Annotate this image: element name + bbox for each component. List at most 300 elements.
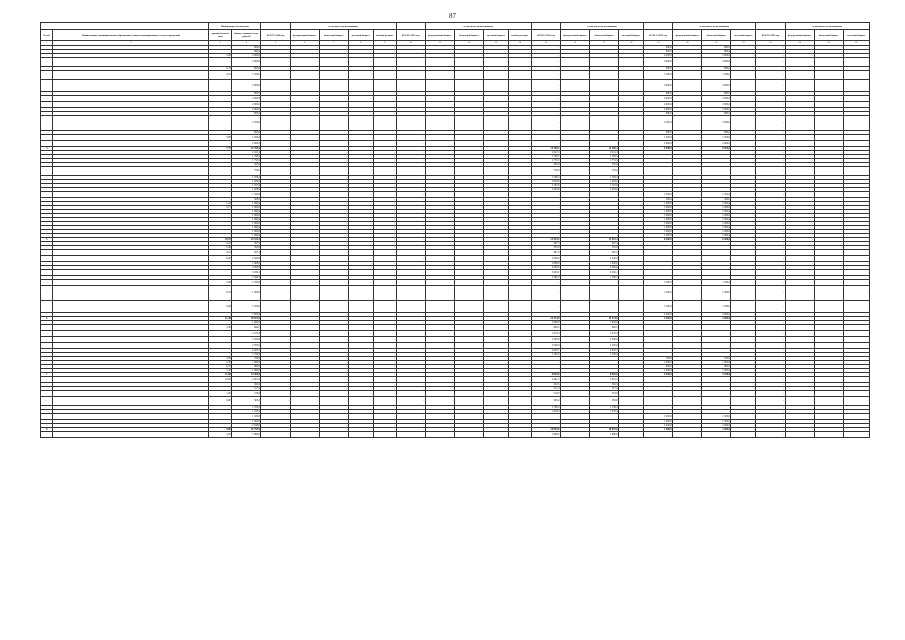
cell-ob_2024: - [814,158,843,162]
cell-mb_2023: - [731,140,756,146]
cell-mb_2023: - [731,57,756,66]
cell-total_2022: - [531,45,560,49]
cell-total_2024: - [756,158,785,162]
cell-ob_2024: - [814,348,843,352]
cell-fb_2023: - [673,205,702,209]
cell-total_2020: - [261,233,290,237]
cell-ob_2024: - [814,285,843,300]
cell-mb_2021: - [483,427,508,431]
cell-fb_2024: - [785,324,814,330]
group-header-cell: в том числе по источникам [785,23,869,30]
cell-vb_2021: - [508,197,531,201]
cell-vb_2021: - [508,348,531,352]
cell-fb_2022: - [560,101,589,107]
cell-mb_2022: - [619,70,644,79]
cell-ob_2022: - [590,191,619,197]
cell-ob_2022: - [590,233,619,237]
cell-length: - [209,111,232,115]
cell-mb_2021: - [483,166,508,175]
cell-fb_2024: - [785,372,814,376]
cell-total_2022: 1 478,3 [531,409,560,413]
column-header-mb_2024: местный бюджет [843,30,869,41]
cell-total_2023: 1 000,0 [644,368,673,372]
cell-no: - [41,217,53,221]
cell-fb_2020: - [290,348,319,352]
cell-mb_2022: - [619,405,644,409]
cell-total_2024: - [756,217,785,221]
cell-total_2023: - [644,342,673,348]
cell-cost: 18 874,0 [232,316,261,320]
table-row [41,79,870,91]
cell-ob_2021: - [454,130,483,134]
cell-length: 9,60 [209,427,232,431]
cell-cost: 2 400,0 [232,312,261,316]
column-header-total_2020: ВСЕГО 2020 год [261,30,290,41]
cell-total_2021: - [396,197,425,201]
cell-mb_2022: - [619,111,644,115]
cell-length: - [209,91,232,95]
cell-total_2023: 500,0 [644,197,673,201]
cell-name [53,396,209,405]
cell-ob_2020: - [319,140,348,146]
cell-length: 3,00 [209,356,232,360]
cell-total_2020: - [261,360,290,364]
cell-no: - [41,191,53,197]
cell-fb_2023: - [673,261,702,265]
cell-mb_2020: - [348,201,373,205]
cell-total_2021: - [396,348,425,352]
cell-mb_2021: - [483,221,508,225]
cell-ob_2020: - [319,209,348,213]
cell-no: 4 [41,146,53,150]
cell-total_2021: - [396,166,425,175]
cell-total_2021: - [396,140,425,146]
cell-length: - [209,409,232,413]
cell-mb_2021: - [483,162,508,166]
cell-mb_2022: - [619,269,644,275]
cell-fb_2020: - [290,405,319,409]
cell-total_2020: - [261,413,290,419]
cell-name [53,79,209,91]
cell-total_2023: 800,0 [644,130,673,134]
cell-total_2021: - [396,111,425,115]
cell-ob_2021: - [454,221,483,225]
cell-mb_2023: - [731,158,756,162]
cell-mb_2020: - [348,275,373,279]
cell-mb_2022: - [619,348,644,352]
cell-mb_2020: - [348,225,373,229]
cell-ob_2021: - [454,229,483,233]
cell-fb_2021: - [425,57,454,66]
cell-vb_2020: - [373,209,396,213]
cell-vb_2020: - [373,70,396,79]
cell-total_2021: - [396,261,425,265]
cell-cost: 1 200,0 [232,279,261,285]
cell-fb_2021: - [425,390,454,396]
cell-ob_2024: - [814,130,843,134]
cell-ob_2023: - [702,249,731,255]
cell-fb_2024: - [785,191,814,197]
cell-vb_2021: - [508,423,531,427]
cell-cost: 800,0 [232,49,261,53]
cell-total_2024: - [756,419,785,423]
cell-vb_2021: - [508,134,531,140]
cell-total_2022: 15 374,0 [531,316,560,320]
cell-mb_2021: - [483,209,508,213]
cell-total_2023: - [644,187,673,191]
cell-fb_2024: - [785,101,814,107]
cell-vb_2020: - [373,140,396,146]
cell-mb_2023: - [731,245,756,249]
cell-cost: 497,3 [232,249,261,255]
cell-fb_2023: - [673,405,702,409]
cell-mb_2024: - [843,320,869,324]
cell-fb_2021: - [425,396,454,405]
cell-mb_2024: - [843,140,869,146]
cell-mb_2020: - [348,269,373,275]
cell-vb_2020: - [373,275,396,279]
cell-total_2021: - [396,217,425,221]
cell-length: - [209,95,232,101]
cell-vb_2020: - [373,360,396,364]
cell-mb_2021: - [483,205,508,209]
cell-fb_2024: - [785,423,814,427]
cell-fb_2020: - [290,352,319,356]
cell-fb_2020: - [290,427,319,431]
cell-mb_2021: - [483,175,508,179]
cell-vb_2021: - [508,405,531,409]
cell-ob_2021: - [454,45,483,49]
cell-fb_2020: - [290,330,319,336]
cell-fb_2021: - [425,66,454,70]
cell-ob_2023: 1 500,0 [702,300,731,312]
cell-no: - [41,356,53,360]
cell-ob_2020: - [319,217,348,221]
cell-total_2023: - [644,261,673,265]
cell-total_2020: - [261,179,290,183]
column-header-name: Наименование муниципального образования, объекта водопроводных сетей и сооружений [53,30,209,41]
cell-total_2024: - [756,146,785,150]
cell-mb_2021: - [483,130,508,134]
cell-total_2024: - [756,336,785,342]
cell-fb_2023: - [673,360,702,364]
cell-no: - [41,364,53,368]
cell-total_2021: - [396,413,425,419]
cell-vb_2021: - [508,70,531,79]
cell-fb_2020: - [290,146,319,150]
cell-cost: 800,0 [232,111,261,115]
cell-total_2023: 1 000,0 [644,209,673,213]
cell-ob_2020: - [319,261,348,265]
cell-ob_2022: 1 709,3 [590,405,619,409]
cell-mb_2021: - [483,154,508,158]
cell-mb_2022: - [619,130,644,134]
cell-total_2020: - [261,79,290,91]
cell-mb_2021: - [483,342,508,348]
cell-fb_2024: - [785,217,814,221]
cell-no: - [41,91,53,95]
cell-mb_2023: - [731,376,756,382]
cell-fb_2020: - [290,396,319,405]
cell-fb_2022: - [560,352,589,356]
cell-length: - [209,187,232,191]
cell-vb_2020: - [373,146,396,150]
cell-ob_2022: 2 500,0 [590,336,619,342]
cell-total_2021: - [396,376,425,382]
cell-mb_2022: - [619,217,644,221]
cell-mb_2022: - [619,324,644,330]
cell-total_2023: 1 000,0 [644,217,673,221]
cell-total_2022: 1 709,3 [531,405,560,409]
cell-mb_2024: - [843,187,869,191]
cell-mb_2024: - [843,166,869,175]
cell-ob_2020: - [319,154,348,158]
column-header-vb_2021: внебюд-жетные [508,30,531,41]
cell-vb_2021: - [508,158,531,162]
cell-length: - [209,175,232,179]
cell-cost: 3 450,1 [232,269,261,275]
cell-total_2022: - [531,205,560,209]
cell-fb_2020: - [290,360,319,364]
cell-fb_2021: - [425,115,454,130]
cell-total_2022: 1 755,5 [531,158,560,162]
cell-total_2022: 750,0 [531,166,560,175]
cell-mb_2024: - [843,427,869,431]
cell-ob_2020: - [319,336,348,342]
cell-ob_2023: 1 000,0 [702,217,731,221]
cell-total_2022: 1 800,0 [531,261,560,265]
cell-mb_2020: - [348,158,373,162]
cell-vb_2021: - [508,205,531,209]
cell-mb_2024: - [843,225,869,229]
cell-ob_2023: 5 540,0 [702,372,731,376]
cell-vb_2020: - [373,162,396,166]
cell-ob_2023: 500,0 [702,197,731,201]
cell-fb_2020: - [290,150,319,154]
cell-total_2020: - [261,49,290,53]
cell-fb_2021: - [425,237,454,241]
cell-fb_2024: - [785,107,814,111]
cell-fb_2022: - [560,162,589,166]
cell-mb_2024: - [843,237,869,241]
cell-no: - [41,390,53,396]
cell-ob_2022: - [590,115,619,130]
cell-vb_2020: - [373,205,396,209]
cell-total_2020: - [261,255,290,261]
cell-total_2023: 1 000,0 [644,229,673,233]
cell-total_2021: - [396,191,425,197]
cell-fb_2021: - [425,140,454,146]
cell-cost: 2 000,0 [232,95,261,101]
cell-mb_2024: - [843,162,869,166]
cell-cost: 1 500,0 [232,134,261,140]
cell-fb_2024: - [785,312,814,316]
cell-no: - [41,360,53,364]
cell-cost: 1 400,0 [232,285,261,300]
cell-total_2023: - [644,382,673,386]
cell-length: - [209,166,232,175]
cell-ob_2023: 2 000,0 [702,101,731,107]
cell-total_2023: 2 000,0 [644,53,673,57]
cell-ob_2020: - [319,183,348,187]
cell-no: - [41,197,53,201]
cell-length: - [209,342,232,348]
cell-mb_2023: - [731,70,756,79]
cell-ob_2022: - [590,134,619,140]
cell-total_2021: - [396,241,425,245]
cell-total_2024: - [756,229,785,233]
group-header-cell [756,23,785,30]
column-number-cell: 20 [673,41,702,46]
cell-ob_2021: - [454,209,483,213]
cell-mb_2020: - [348,150,373,154]
cell-mb_2022: - [619,49,644,53]
cell-fb_2023: - [673,183,702,187]
cell-total_2020: - [261,396,290,405]
cell-vb_2020: - [373,49,396,53]
cell-ob_2022: - [590,140,619,146]
cell-ob_2021: - [454,261,483,265]
cell-mb_2020: - [348,49,373,53]
cell-fb_2024: - [785,360,814,364]
cell-ob_2024: - [814,396,843,405]
table-body [41,45,870,437]
column-header-fb_2022: федеральный бюджет [560,30,589,41]
cell-mb_2021: - [483,57,508,66]
cell-fb_2021: - [425,330,454,336]
cell-ob_2022: 2 500,0 [590,255,619,261]
cell-mb_2023: - [731,150,756,154]
column-header-mb_2023: местный бюджет [731,30,756,41]
column-number-cell: 25 [814,41,843,46]
cell-mb_2023: - [731,197,756,201]
cell-fb_2020: - [290,70,319,79]
cell-mb_2022: - [619,279,644,285]
cell-total_2024: - [756,241,785,245]
cell-vb_2020: - [373,316,396,320]
cell-total_2020: - [261,368,290,372]
cell-mb_2022: - [619,360,644,364]
cell-total_2020: - [261,285,290,300]
cell-fb_2024: - [785,183,814,187]
cell-fb_2022: - [560,279,589,285]
cell-mb_2021: - [483,150,508,154]
cell-vb_2021: - [508,79,531,91]
cell-cost: 1 800,0 [232,261,261,265]
cell-fb_2023: - [673,356,702,360]
cell-fb_2020: - [290,233,319,237]
column-header-ob_2021: областной бюджет [454,30,483,41]
cell-fb_2024: - [785,409,814,413]
cell-ob_2023: 2 000,0 [702,107,731,111]
cell-total_2020: - [261,201,290,205]
cell-ob_2024: - [814,197,843,201]
cell-ob_2021: - [454,320,483,324]
cell-fb_2023: - [673,70,702,79]
cell-cost: 1 000,0 [232,221,261,225]
cell-ob_2021: - [454,275,483,279]
cell-ob_2022: 1 700,5 [590,352,619,356]
cell-total_2023: 2 000,0 [644,95,673,101]
budget-table-sheet [40,22,870,628]
cell-fb_2024: - [785,364,814,368]
cell-mb_2020: - [348,134,373,140]
cell-total_2021: - [396,66,425,70]
cell-total_2022: - [531,66,560,70]
cell-mb_2024: - [843,269,869,275]
cell-total_2023: - [644,179,673,183]
cell-fb_2023: - [673,166,702,175]
cell-fb_2022: - [560,285,589,300]
cell-mb_2021: - [483,107,508,111]
cell-ob_2022: 1 900,0 [590,320,619,324]
cell-vb_2020: - [373,237,396,241]
cell-mb_2020: - [348,166,373,175]
cell-total_2021: - [396,205,425,209]
cell-fb_2024: - [785,162,814,166]
cell-total_2021: - [396,245,425,249]
cell-mb_2024: - [843,279,869,285]
cell-ob_2024: - [814,150,843,154]
cell-mb_2024: - [843,101,869,107]
cell-total_2023: 800,0 [644,364,673,368]
cell-vb_2020: - [373,386,396,390]
cell-vb_2021: - [508,146,531,150]
cell-total_2024: - [756,342,785,348]
cell-fb_2021: - [425,191,454,197]
cell-fb_2021: - [425,352,454,356]
cell-mb_2024: - [843,348,869,352]
cell-fb_2023: - [673,348,702,352]
cell-ob_2024: - [814,217,843,221]
cell-ob_2022: 497,3 [590,249,619,255]
cell-total_2024: - [756,423,785,427]
cell-fb_2020: - [290,320,319,324]
cell-mb_2022: - [619,356,644,360]
cell-fb_2022: - [560,356,589,360]
cell-length: 5,30 [209,360,232,364]
cell-cost: 1 478,3 [232,409,261,413]
cell-fb_2022: - [560,376,589,382]
cell-fb_2020: - [290,324,319,330]
column-number-cell: 23 [756,41,785,46]
cell-total_2023: - [644,175,673,179]
table-row [41,285,870,300]
cell-fb_2020: - [290,183,319,187]
cell-fb_2020: - [290,336,319,342]
cell-total_2021: - [396,249,425,255]
cell-fb_2021: - [425,382,454,386]
cell-total_2020: - [261,409,290,413]
cell-mb_2023: - [731,179,756,183]
cell-mb_2024: - [843,79,869,91]
cell-fb_2020: - [290,225,319,229]
cell-mb_2020: - [348,179,373,183]
cell-mb_2023: - [731,154,756,158]
cell-ob_2024: - [814,376,843,382]
cell-total_2023: 800,0 [644,66,673,70]
cell-mb_2023: - [731,95,756,101]
cell-mb_2022: - [619,158,644,162]
cell-ob_2023: 1 000,0 [702,225,731,229]
cell-fb_2020: - [290,91,319,95]
cell-mb_2024: - [843,158,869,162]
cell-total_2024: - [756,162,785,166]
cell-vb_2021: - [508,342,531,348]
cell-mb_2023: - [731,409,756,413]
cell-fb_2020: - [290,316,319,320]
cell-vb_2020: - [373,427,396,431]
